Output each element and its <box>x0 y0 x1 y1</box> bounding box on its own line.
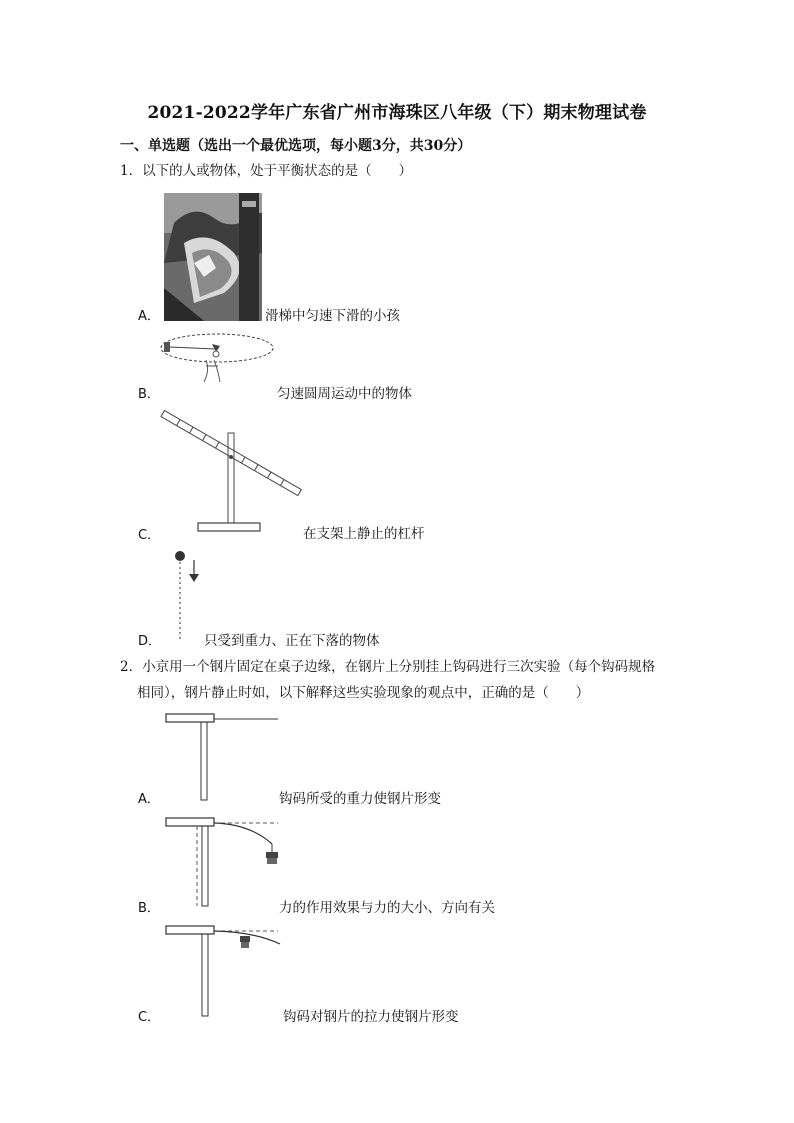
question-2-stem-line2: 相同），钢片静止时如，以下解释这些实验现象的观点中，正确的是（ ） <box>137 685 590 701</box>
q1-option-d-letter: D． <box>138 634 162 649</box>
falling-object-figure <box>168 548 208 638</box>
q1-option-c-letter: C． <box>138 528 161 543</box>
q2-option-b-text: 力的作用效果与力的大小、方向有关 <box>279 900 495 916</box>
page-title: 2021-2022学年广东省广州市海珠区八年级（下）期末物理试卷 <box>147 103 647 123</box>
q1-option-d-text: 只受到重力、正在下落的物体 <box>204 633 380 649</box>
q2-option-c-letter: C． <box>138 1010 161 1025</box>
q2-option-b-letter: B． <box>138 901 160 916</box>
steel-strip-figure-a <box>160 710 280 810</box>
question-2-stem-line1: 2．小京用一个钢片固定在桌子边缘，在钢片上分别挂上钩码进行三次实验（每个钩码规格 <box>120 659 656 675</box>
q1-option-c-text: 在支架上静止的杠杆 <box>303 526 425 542</box>
q1-option-a-letter: A． <box>138 309 160 324</box>
q2-option-a-letter: A． <box>138 792 160 807</box>
circular-motion-figure <box>160 330 280 390</box>
lever-stand-figure <box>160 405 310 535</box>
q2-option-c-text: 钩码对钢片的拉力使钢片形变 <box>283 1009 459 1025</box>
q1-option-b-letter: B． <box>138 387 160 402</box>
q1-option-b-text: 匀速圆周运动中的物体 <box>277 386 412 402</box>
steel-strip-figure-b <box>160 812 290 912</box>
slide-photo <box>164 193 262 321</box>
q1-option-a-text: 滑梯中匀速下滑的小孩 <box>265 308 400 324</box>
q2-option-a-text: 钩码所受的重力使钢片形变 <box>279 791 441 807</box>
steel-strip-figure-c <box>160 922 290 1022</box>
section-heading: 一、单选题（选出一个最优选项，每小题3分，共30分） <box>120 138 472 154</box>
question-1-stem: 1．以下的人或物体，处于平衡状态的是（ ） <box>120 163 413 179</box>
